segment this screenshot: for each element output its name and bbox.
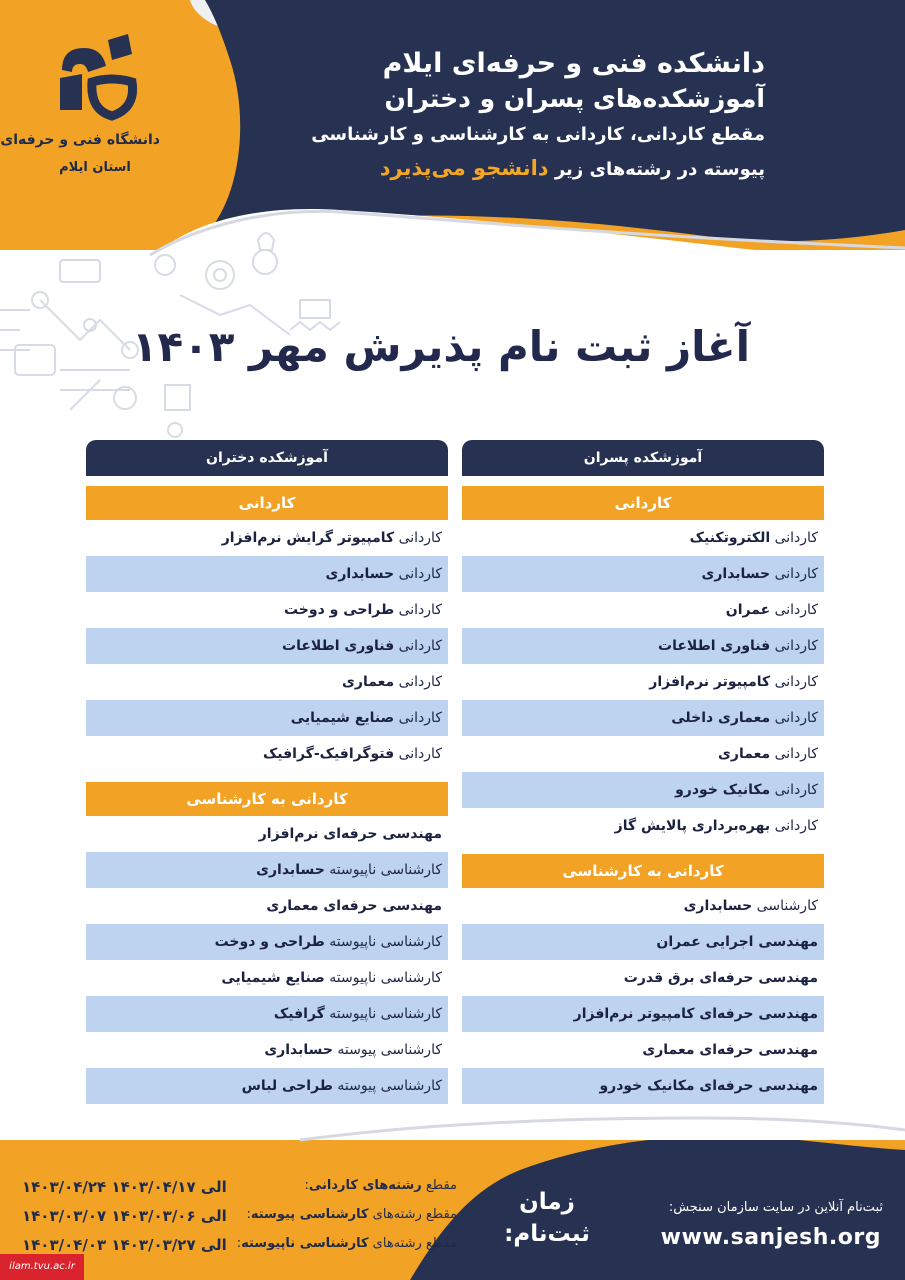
program-degree-prefix: کارشناسی ناپیوسته: [324, 1006, 442, 1022]
girls-column: [86, 440, 448, 1104]
program-row: [462, 808, 824, 844]
schedule-line-2: مقطع رشته‌های کارشناسی پیوسته:: [246, 1207, 457, 1222]
program-row: [86, 592, 448, 628]
program-name: حسابداری: [683, 898, 753, 914]
header-line4-highlight: دانشجو می‌پذیرد: [379, 156, 549, 180]
program-row: [86, 816, 448, 852]
program-degree-prefix: کاردانی: [770, 746, 818, 762]
registration-time-label: زمان ثبت‌نام:: [504, 1189, 590, 1247]
header-line4: [380, 156, 765, 180]
girls-section-header: کاردانی: [86, 486, 448, 520]
program-name: حسابداری: [256, 862, 325, 878]
girls-section-header: کاردانی به کارشناسی: [86, 782, 448, 816]
program-degree-prefix: کاردانی: [394, 710, 442, 726]
girls-sections: [86, 486, 448, 1104]
program-name: مهندسی حرفه‌ای مکانیک خودرو: [599, 1078, 818, 1094]
boys-column: [462, 440, 824, 1104]
program-row: [462, 736, 824, 772]
program-name: فناوری اطلاعات: [658, 638, 771, 654]
program-row: [462, 664, 824, 700]
program-row: [86, 700, 448, 736]
program-degree-prefix: کاردانی: [770, 674, 818, 690]
program-name: مهندسی حرفه‌ای کامپیوتر نرم‌افزار: [573, 1006, 818, 1022]
program-name: طراحی و دوخت: [214, 934, 325, 950]
online-registration-text: ثبت‌نام آنلاین در سایت سازمان سنجش:: [668, 1200, 883, 1215]
program-name: مهندسی حرفه‌ای برق قدرت: [623, 970, 818, 986]
program-name: فتوگرافیک-گرافیک: [262, 746, 395, 762]
schedule-dates-1: ۱۴۰۳/۰۴/۲۴ الی ۱۴۰۳/۰۴/۱۷: [22, 1178, 227, 1196]
program-row: [86, 520, 448, 556]
boys-column-header: آموزشکده پسران: [462, 440, 824, 476]
program-name: کامپیوتر گرایش نرم‌افزار: [221, 530, 395, 546]
program-degree-prefix: کاردانی: [394, 530, 442, 546]
schedule-dates-2: ۱۴۰۳/۰۳/۰۷ الی ۱۴۰۳/۰۳/۰۶: [22, 1207, 227, 1225]
boys-section-header: کاردانی به کارشناسی: [462, 854, 824, 888]
program-name: مکانیک خودرو: [675, 782, 771, 798]
program-row: [462, 1068, 824, 1104]
program-row: [86, 1068, 448, 1104]
header-navy-band: [205, 0, 905, 241]
program-row: [86, 924, 448, 960]
program-degree-prefix: کاردانی: [770, 818, 818, 834]
schedule-line-3: مقطع رشته‌های کارشناسی ناپیوسته:: [236, 1236, 457, 1251]
program-name: صنایع شیمیایی: [290, 710, 395, 726]
boys-section-header: کاردانی: [462, 486, 824, 520]
program-degree-prefix: کارشناسی ناپیوسته: [324, 862, 442, 878]
program-name: مهندسی حرفه‌ای معماری: [642, 1042, 818, 1058]
program-name: گرافیک: [273, 1006, 325, 1022]
program-degree-prefix: کارشناسی: [752, 898, 818, 914]
university-logo-icon: [52, 30, 142, 130]
program-name: معماری: [718, 746, 771, 762]
program-degree-prefix: کاردانی: [394, 566, 442, 582]
program-row: [462, 520, 824, 556]
program-row: [462, 888, 824, 924]
program-row: [462, 924, 824, 960]
program-degree-prefix: کارشناسی ناپیوسته: [324, 934, 442, 950]
header-line3: مقطع کاردانی، کاردانی به کارشناسی و کارشناسی: [311, 124, 765, 145]
schedule-dates-3: ۱۴۰۳/۰۴/۰۳ الی ۱۴۰۳/۰۳/۲۷: [22, 1236, 227, 1254]
program-name: الکتروتکنیک: [689, 530, 771, 546]
program-row: [86, 664, 448, 700]
program-name: کامپیوتر نرم‌افزار: [649, 674, 771, 690]
program-row: [462, 1032, 824, 1068]
program-row: [462, 592, 824, 628]
logo-caption-line1: دانشگاه فنی و حرفه‌ای: [0, 132, 160, 148]
program-name: صنایع شیمیایی: [221, 970, 325, 986]
program-degree-prefix: کاردانی: [770, 710, 818, 726]
program-name: معماری: [342, 674, 395, 690]
program-degree-prefix: کاردانی: [394, 638, 442, 654]
program-degree-prefix: کاردانی: [770, 638, 818, 654]
program-row: [86, 852, 448, 888]
program-row: [86, 960, 448, 996]
program-name: مهندسی حرفه‌ای نرم‌افزار: [258, 826, 442, 842]
program-degree-prefix: کاردانی: [394, 602, 442, 618]
program-row: [86, 628, 448, 664]
program-name: عمران: [725, 602, 771, 618]
program-degree-prefix: کاردانی: [394, 746, 442, 762]
program-name: مهندسی حرفه‌ای معماری: [266, 898, 442, 914]
program-row: [462, 556, 824, 592]
program-row: [86, 996, 448, 1032]
program-degree-prefix: کاردانی: [770, 530, 818, 546]
program-name: حسابداری: [701, 566, 771, 582]
program-row: [86, 736, 448, 772]
logo-caption-line2: استان ایلام: [59, 160, 131, 175]
program-row: [462, 700, 824, 736]
program-row: [462, 628, 824, 664]
schedule-line-1: مقطع رشته‌های کاردانی:: [304, 1178, 457, 1193]
program-name: حسابداری: [325, 566, 395, 582]
header-title: دانشکده فنی و حرفه‌ای ایلام: [382, 48, 765, 79]
girls-column-header: آموزشکده دختران: [86, 440, 448, 476]
program-degree-prefix: کارشناسی پیوسته: [332, 1078, 442, 1094]
program-row: [462, 996, 824, 1032]
main-title: آغاز ثبت نام پذیرش مهر ۱۴۰۳: [131, 322, 750, 371]
corner-url-badge[interactable]: ilam.tvu.ac.ir: [0, 1254, 84, 1280]
program-degree-prefix: کاردانی: [770, 602, 818, 618]
program-name: فناوری اطلاعات: [282, 638, 395, 654]
program-name: بهره‌برداری پالایش گاز: [614, 818, 771, 834]
program-degree-prefix: کاردانی: [770, 782, 818, 798]
program-name: مهندسی اجرایی عمران: [656, 934, 818, 950]
program-row: [86, 888, 448, 924]
program-degree-prefix: کاردانی: [770, 566, 818, 582]
program-row: [86, 556, 448, 592]
program-degree-prefix: کاردانی: [394, 674, 442, 690]
program-name: طراحی و دوخت: [283, 602, 395, 618]
header-subtitle: آموزشکده‌های پسران و دختران: [384, 84, 765, 113]
header-line4-prefix: پیوسته در رشته‌های زیر: [548, 159, 765, 180]
program-name: طراحی لباس: [241, 1078, 333, 1094]
program-name: معماری داخلی: [671, 710, 771, 726]
program-name: حسابداری: [264, 1042, 333, 1058]
program-degree-prefix: کارشناسی پیوسته: [332, 1042, 442, 1058]
program-row: [86, 1032, 448, 1068]
program-degree-prefix: کارشناسی ناپیوسته: [324, 970, 442, 986]
program-row: [462, 960, 824, 996]
program-row: [462, 772, 824, 808]
boys-sections: [462, 486, 824, 1104]
sanjesh-website-link[interactable]: www.sanjesh.org: [660, 1225, 881, 1250]
